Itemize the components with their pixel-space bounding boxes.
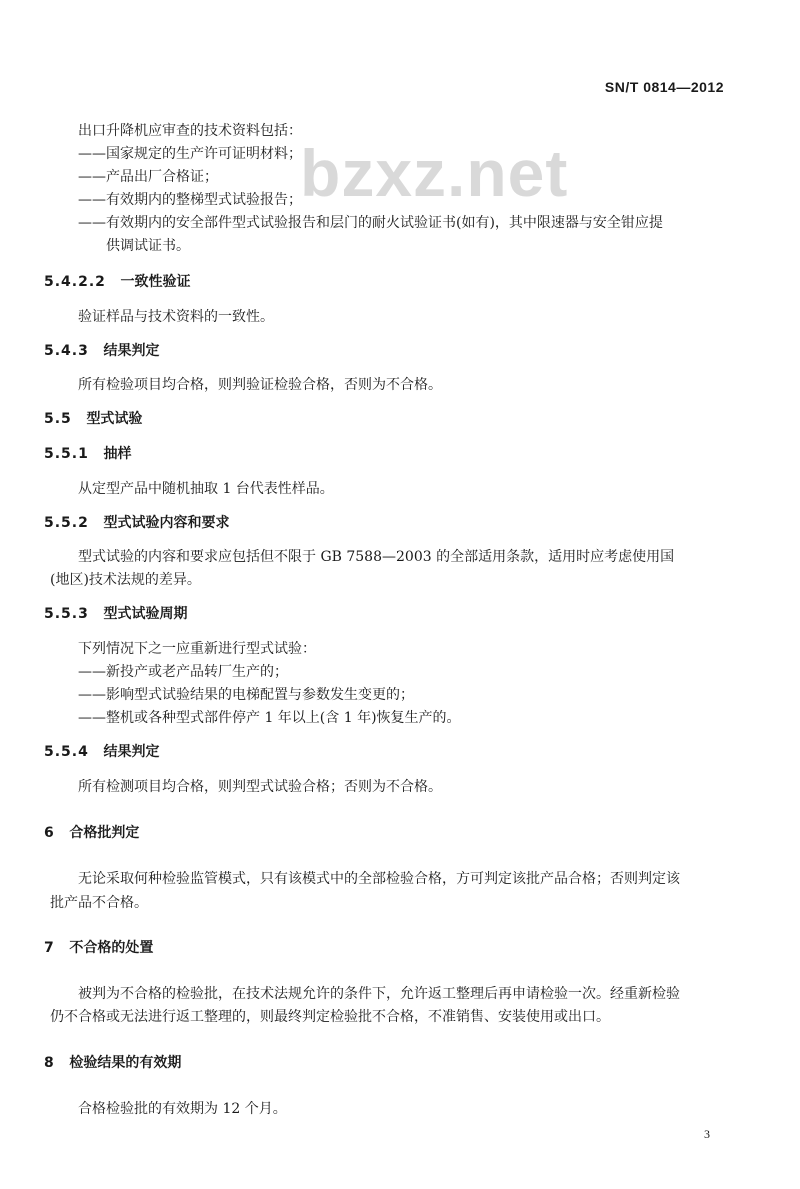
watermark: bzxz.net [300, 136, 569, 210]
standard-code: SN/T 0814—2012 [604, 79, 724, 95]
section-number: 7 [44, 940, 55, 956]
section-heading [44, 447, 132, 461]
section-number: 5.4.3 [44, 343, 89, 359]
section-number: 5.5.3 [44, 606, 89, 622]
list-item: ——有效期内的安全部件型式试验报告和层门的耐火试验证书(如有)，其中限速器与安全钳应提 [78, 215, 663, 231]
section-heading [44, 275, 191, 289]
section-number: 6 [44, 825, 55, 841]
section-title: 检验结果的有效期 [69, 1055, 182, 1071]
section-heading [44, 516, 230, 530]
section-number: 5.4.2.2 [44, 274, 106, 290]
section-body: 所有检验项目均合格，则判验证检验合格，否则为不合格。 [78, 377, 442, 393]
section-body: 下列情况下之一应重新进行型式试验： [78, 641, 316, 657]
list-item: ——影响型式试验结果的电梯配置与参数发生变更的； [78, 687, 414, 703]
section-body: 无论采取何种检验监管模式，只有该模式中的全部检验合格，方可判定该批产品合格；否则判定该 [78, 871, 680, 887]
section-body: 仍不合格或无法进行返工整理的，则最终判定检验批不合格，不准销售、安装使用或出口。 [50, 1009, 610, 1025]
section-title: 结果判定 [103, 343, 160, 359]
section-title: 型式试验周期 [103, 606, 188, 622]
section-title: 抽样 [103, 446, 132, 462]
list-item: ——有效期内的整梯型式试验报告； [78, 192, 302, 208]
list-item-continuation: 供调试证书。 [106, 238, 190, 254]
section-number: 5.5.4 [44, 744, 89, 760]
section-heading [44, 412, 142, 426]
list-item: ——产品出厂合格证； [78, 169, 218, 185]
section-body: 合格检验批的有效期为 12 个月。 [78, 1101, 287, 1117]
section-body: 所有检测项目均合格，则判型式试验合格；否则为不合格。 [78, 779, 442, 795]
section-heading [44, 745, 160, 759]
section-number: 5.5.1 [44, 446, 89, 462]
section-body: 从定型产品中随机抽取 1 台代表性样品。 [78, 481, 334, 497]
tech-docs-intro: 出口升降机应审查的技术资料包括： [78, 123, 302, 139]
section-body: 被判为不合格的检验批，在技术法规允许的条件下，允许返工整理后再申请检验一次。经重新检验 [78, 986, 680, 1002]
list-item: ——整机或各种型式部件停产 1 年以上(含 1 年)恢复生产的。 [78, 710, 461, 726]
list-item: ——新投产或老产品转厂生产的； [78, 664, 288, 680]
section-heading [44, 1056, 181, 1070]
section-number: 8 [44, 1055, 55, 1071]
section-title: 型式试验 [86, 411, 143, 427]
section-title: 不合格的处置 [69, 940, 154, 956]
section-heading [44, 941, 153, 955]
section-heading [44, 344, 160, 358]
section-body: 验证样品与技术资料的一致性。 [78, 309, 274, 325]
section-title: 一致性验证 [120, 274, 191, 290]
section-number: 5.5 [44, 411, 72, 427]
section-title: 合格批判定 [69, 825, 140, 841]
section-title: 结果判定 [103, 744, 160, 760]
section-number: 5.5.2 [44, 515, 89, 531]
section-body: (地区)技术法规的差异。 [50, 572, 201, 588]
section-body: 型式试验的内容和要求应包括但不限于 GB 7588—2003 的全部适用条款，适用时应考虑使用国 [78, 549, 675, 565]
page-number: 3 [704, 1127, 710, 1141]
section-heading [44, 607, 188, 621]
section-body: 批产品不合格。 [50, 895, 148, 911]
list-item: ——国家规定的生产许可证明材料； [78, 146, 302, 162]
section-heading [44, 826, 139, 840]
section-title: 型式试验内容和要求 [103, 515, 230, 531]
